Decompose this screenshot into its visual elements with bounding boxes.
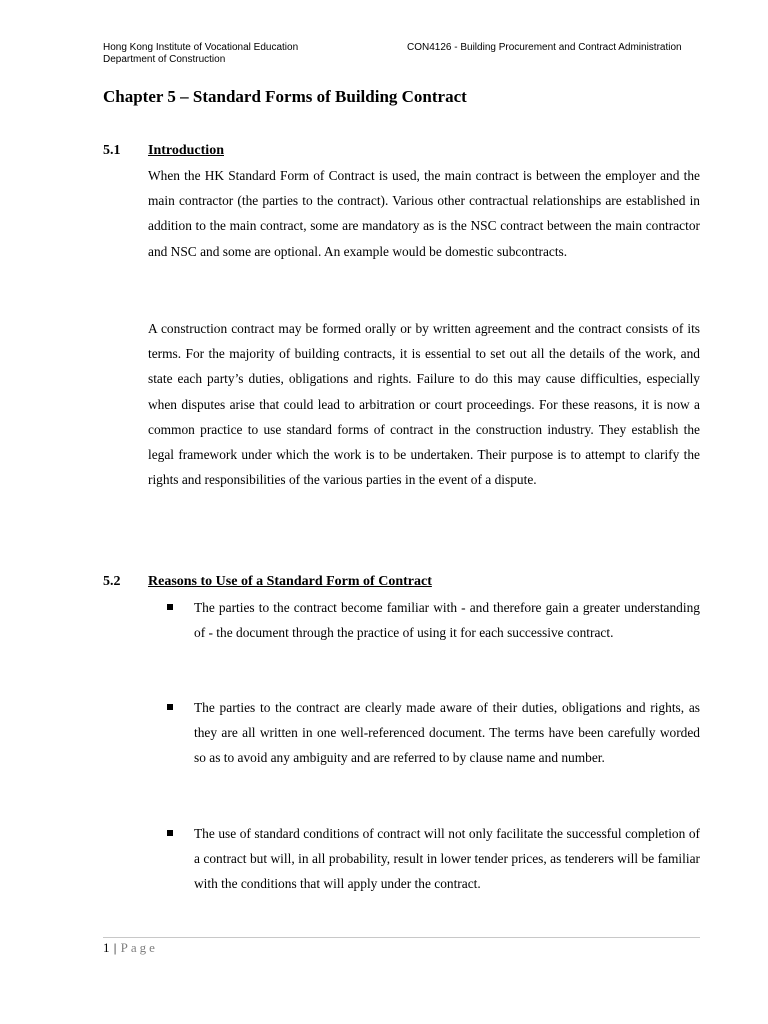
paragraph: A construction contract may be formed orally or by written agreement and the contract consists of its terms. For the majority of building contracts, it is essential to set out all the details of the work, and state each party’s duties, obligations and rights. Failure to do this may cause difficulties, especially when disputes arise that could lead to arbitration or court proceedings. For these reasons, it is now a common practice to use standard forms of contract in the construction industry. They establish the legal framework under which the work is to be undertaken. Their purpose is to attempt to clarify the rights and responsibilities of the various parties in the event of a dispute.	[148, 321, 700, 488]
page-label: Page	[120, 940, 158, 955]
paragraph: When the HK Standard Form of Contract is used, the main contract is between the employer and the main contractor (the parties to the contract). Various other contractual relationships are established in addition to the main contract, some are mandatory as is the NSC contract between the main contractor and NSC and some are optional. An example would be domestic subcontracts.	[148, 168, 700, 259]
header-department: Department of Construction	[103, 54, 226, 65]
section-number: 5.2	[103, 574, 121, 589]
list-item-text: The use of standard conditions of contract will not only facilitate the successful completion of a contract but will, in all probability, result in lower tender prices, as tenderers will be familiar with the conditions that will apply under the contract.	[194, 826, 700, 892]
footer-divider	[103, 937, 700, 938]
section-title: Reasons to Use of a Standard Form of Contract	[148, 574, 432, 589]
square-bullet-icon	[167, 704, 173, 710]
header-institute-name: Hong Kong Institute of Vocational Education	[103, 42, 299, 53]
page-number: 1	[103, 940, 110, 955]
square-bullet-icon	[167, 604, 173, 610]
header-institution	[103, 42, 298, 66]
header-course: CON4126 - Building Procurement and Contract Administration	[407, 42, 682, 53]
section-title: Introduction	[148, 143, 224, 158]
square-bullet-icon	[167, 830, 173, 836]
section-number: 5.1	[103, 143, 121, 158]
list-item-text: The parties to the contract become familiar with - and therefore gain a greater understanding of - the document through the practice of using it for each successive contract.	[194, 600, 700, 641]
footer-separator: |	[113, 940, 117, 955]
page-footer	[103, 940, 158, 956]
chapter-title: Chapter 5 – Standard Forms of Building Contract	[103, 87, 467, 106]
list-item-text: The parties to the contract are clearly made aware of their duties, obligations and rights, as they are all written in one well-referenced document. The terms have been carefully worded so as to avoid any ambiguity and are referred to by clause name and number.	[194, 700, 700, 766]
